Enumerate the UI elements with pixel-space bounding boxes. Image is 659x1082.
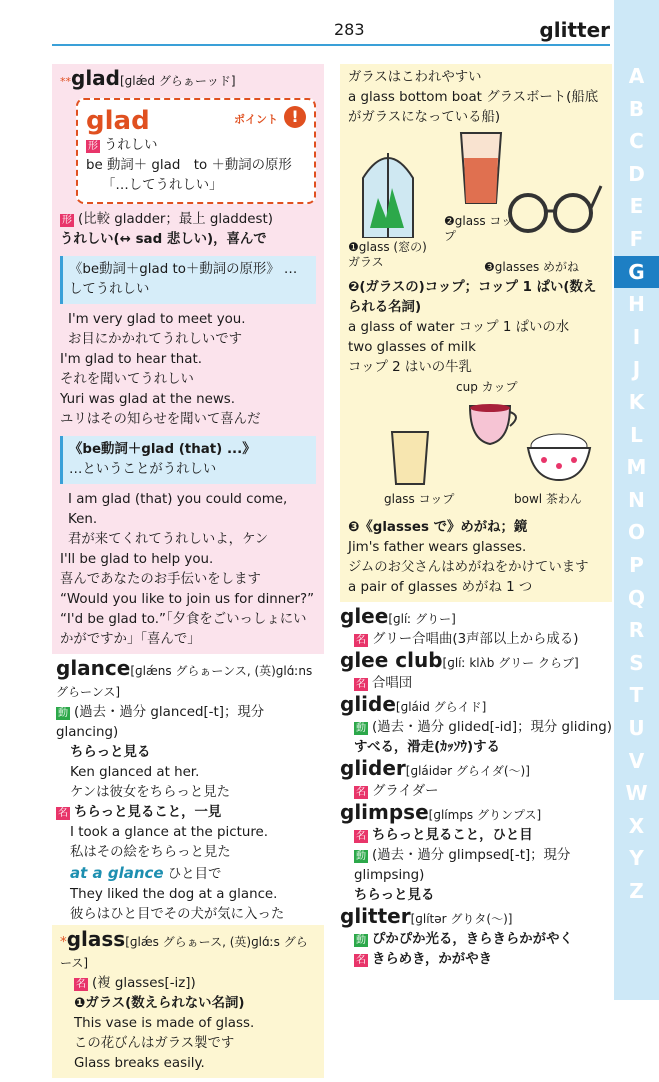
tab-a[interactable]: A [628,64,645,88]
example-en: Ken glanced at her. [70,765,200,780]
entry-glider [340,758,612,802]
star-mark: * [60,935,67,950]
pos-adj: 形 [62,215,72,226]
pos-verb: 動 [58,708,68,719]
exclamation-icon: ! [284,106,306,128]
example-en: I took a glance at the picture. [70,825,269,840]
headword-glass: glass [66,927,126,951]
pattern-2-text: 《be動詞＋glad (that) ...》 [69,442,256,457]
tab-u[interactable]: U [628,716,645,740]
illus-label-cup: ❷glass コップ [444,214,514,243]
example-en: Jim's father wears glasses. [348,540,527,555]
example-ja: ガラスはこわれやすい [348,70,482,85]
entry-glass [52,925,324,1078]
headword-glee: glee [340,604,389,628]
tab-i[interactable]: I [632,324,641,349]
tab-b[interactable]: B [628,96,645,121]
glee-club-sense: 合唱団 [372,676,413,691]
point-headword: glad [86,106,150,136]
example-ja: この花びんはガラス製です [74,1036,235,1051]
headword-glance: glance [56,656,131,680]
header-rule [52,44,610,46]
glass-illustration [348,128,604,278]
pron-glimpse: [ɡlímps グりンプス] [428,808,542,822]
left-column [52,64,324,1082]
tab-j[interactable]: J [632,357,641,382]
glitter-noun-sense: きらめき，かがやき [372,952,492,967]
pron-glad: [ɡlǽd グらぁーッド] [119,74,236,88]
illus-label-cup2: cup カップ [456,380,518,394]
pos-noun: 名 [76,979,86,990]
glide-sense: すべる，滑走(ｶｯｿｳ)する [354,740,500,755]
illus-label-window: ❶glass (窓の)ガラス [348,240,427,269]
example-ja: 君が来てくれてうれしいよ，ケン [68,532,269,547]
illus-label-bowl: bowl 茶わん [514,492,582,506]
example-ja: それを聞いてうれしい [60,372,194,387]
cup-glass-icon [456,128,506,208]
illus-label-glasses: ❸glasses めがね [484,260,580,274]
pos-verb: 動 [356,723,366,734]
pos-noun: 名 [356,831,366,842]
tab-n[interactable]: N [628,487,645,512]
glad-forms: (比較 gladder；最上 gladdest) [78,212,273,227]
entry-glide [340,694,612,758]
tab-x[interactable]: X [628,813,645,838]
headword-glitter: glitter [340,904,411,928]
pos-noun: 名 [356,955,366,966]
tab-c[interactable]: C [629,129,644,154]
tab-g[interactable]: G [614,256,659,288]
tab-e[interactable]: E [629,194,644,219]
headword-glider: glider [340,756,406,780]
glad-sense: うれしい(↔ sad 悲しい)，喜んで [60,232,267,247]
entry-glance [52,658,324,925]
glance-noun-sense: ちらっと見ること，一見 [74,805,222,820]
example-ja: 彼らはひと目でその犬が気に入った [70,907,285,922]
example-en: They liked the dog at a glance. [70,887,278,902]
window-icon [358,138,418,238]
example: “Would you like to join us for dinner?” “I'd be glad to.”「夕食をごいっしょにいかがですか」「喜んで」 [60,592,315,647]
example-ja: 喜んであなたのお手伝いをします [60,572,261,587]
tableware-illustration [348,378,604,518]
example-ja: ユリはその知らせを聞いて喜んだ [60,412,261,427]
headword-glide: glide [340,692,396,716]
rice-bowl-icon [524,428,594,484]
pron-glee: [ɡlíː グりー] [388,612,456,626]
eyeglasses-icon [503,178,603,238]
tab-d[interactable]: D [628,161,645,186]
glass-sense-3: ❸《glasses で》めがね；鏡 [348,520,528,535]
tab-z[interactable]: Z [629,879,644,903]
pron-glider: [ɡláidər グらイダ(～)] [405,764,530,778]
entry-glad [52,64,324,654]
tab-o[interactable]: O [627,520,645,545]
glide-forms: (過去・過分 glided[-id]；現分 gliding) [372,720,612,735]
pron-glitter: [ɡlítər グりタ(～)] [410,912,513,926]
example-en: a glass of water コップ 1 ぱいの水 [348,320,570,335]
example-en: I am glad (that) you could come, Ken. [68,492,288,527]
glider-sense: グライダー [372,784,439,799]
example-en: I'm very glad to meet you. [68,312,246,327]
glee-sense: グリー合唱曲(3声部以上から成る) [372,632,579,647]
pattern-2 [60,436,316,484]
tab-s[interactable]: S [629,650,644,675]
example-en: I'll be glad to help you. [60,552,214,567]
pattern-1: 《be動詞＋glad to＋動詞の原形》 …してうれしい [60,256,316,304]
tab-q[interactable]: Q [627,585,645,610]
headword-glee-club: glee club [340,648,443,672]
example-en: Yuri was glad at the news. [60,392,236,407]
glimpse-verb-sense: ちらっと見る [354,888,435,903]
glimpse-forms: (過去・過分 glimpsed[-t]；現分 glimpsing) [354,848,571,883]
example-en: Glass breaks easily. [74,1056,205,1071]
idiom: at a glance [70,864,164,882]
tab-h[interactable]: H [628,292,645,317]
example-ja: お目にかかれてうれしいです [68,332,243,347]
pron-glance: [ɡlǽns グらぁーンス, (英)ɡlɑ́ːns グらーンス] [56,664,313,699]
pos-noun: 名 [58,808,68,819]
illus-label-glass2: glass コップ [384,492,455,506]
example-en: two glasses of milk [348,340,476,355]
pos-verb: 動 [356,851,366,862]
pos-verb: 動 [356,935,366,946]
right-column [340,64,612,970]
entry-glimpse [340,802,612,906]
idiom-meaning: ひと目で [167,867,222,882]
entry-glee [340,606,612,650]
pron-glass: [ɡlǽs グらぁース, (英)ɡlɑ́ːs グらース] [60,935,308,970]
entry-glass-cont [340,64,612,602]
tab-y[interactable]: Y [629,846,644,871]
pos-noun: 名 [356,787,366,798]
headword-glad: glad [71,66,120,90]
example: a glass bottom boat グラスボート(船底がガラスになっている船) [348,90,599,125]
point-box [76,98,316,204]
entry-glitter [340,906,612,970]
glass-sense-2: ❷(ガラスの)コップ；コップ 1 ぱい(数えられる名詞) [348,280,597,315]
point-sense: うれしい [104,138,158,153]
tab-t[interactable]: T [629,683,644,708]
alphabet-tabs [614,0,659,1000]
tumbler-icon [388,428,432,488]
point-rule: be 動詞＋ glad to ＋動詞の原形 [86,158,292,173]
example-ja: コップ 2 はいの牛乳 [348,360,472,375]
pos-noun: 名 [356,635,366,646]
pattern-2-meaning: …ということがうれしい [69,462,217,477]
pos-noun: 名 [356,679,366,690]
star-mark: ** [60,75,71,88]
pron-glide: [ɡláid グらイド] [395,700,487,714]
glimpse-noun-sense: ちらっと見ること，ひと目 [372,828,533,843]
teacup-icon [466,400,522,450]
example-ja: ジムのお父さんはめがねをかけています [348,560,589,575]
tab-w[interactable]: W [625,781,648,806]
point-label: ポイント [234,113,278,126]
point-rule-meaning: 「…してうれしい」 [102,178,223,193]
tab-f[interactable]: F [629,227,644,251]
tab-p[interactable]: P [629,553,644,577]
tab-v[interactable]: V [628,748,645,773]
example-en: I'm glad to hear that. [60,352,202,367]
example: a pair of glasses めがね 1 つ [348,580,533,595]
headword-glimpse: glimpse [340,800,429,824]
example-ja: 私はその絵をちらっと見た [70,845,231,860]
example-ja: ケンは彼女をちらっと見た [70,785,231,800]
tab-k[interactable]: K [628,390,645,414]
page-number: 283 [334,20,365,39]
glass-sense-1: ❶ガラス(数えられない名詞) [74,996,245,1011]
pos-adj: 形 [88,141,98,152]
glance-verb-sense: ちらっと見る [70,745,151,760]
glance-verb-forms: (過去・過分 glanced[-t]；現分 glancing) [56,705,265,740]
tab-l[interactable]: L [630,422,643,447]
entry-glee-club [340,650,612,694]
tab-m[interactable]: M [626,455,647,480]
tab-r[interactable]: R [628,618,645,643]
guide-word: glitter [539,18,610,42]
example-en: This vase is made of glass. [74,1016,255,1031]
glass-plural: (複 glasses[-iz]) [92,976,196,991]
pron-glee-club: [ɡlíː klʌ̀b グリー クらブ] [442,656,579,670]
glitter-verb-sense: ぴかぴか光る，きらきらかがやく [372,932,573,947]
page-header [52,0,610,46]
